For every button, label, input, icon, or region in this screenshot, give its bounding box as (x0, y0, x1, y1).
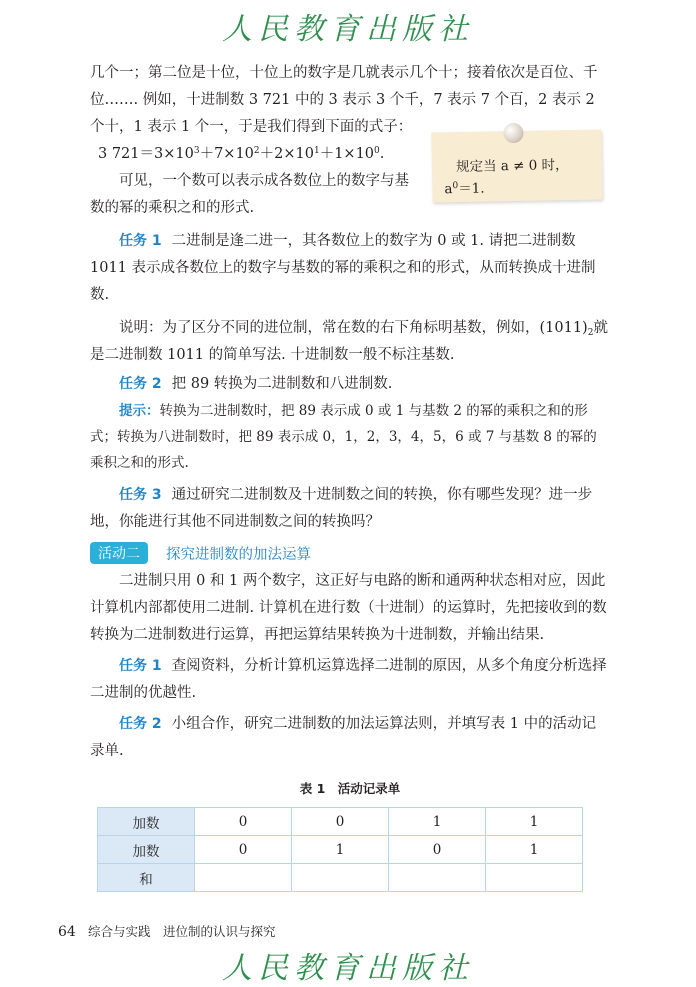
table-cell: 0 (389, 836, 486, 864)
activity-record-table (97, 807, 583, 892)
table-row-header: 加数 (98, 808, 195, 836)
page-footer (58, 922, 275, 940)
table-row (98, 808, 583, 836)
task1-paragraph: 任务 1 二进制是逢二进一，其各数位上的数字为 0 或 1. 请把二进制数 1011 表示成各数位上的数字与基数的幂的乘积之和的形式，从而转换成十进制数. (90, 233, 596, 303)
explanation-paragraph: 说明：为了区分不同的进位制，常在数的右下角标明基数，例如，$(1011)_2$就是二进制数 1011 的简单写法. 十进制数一般不标注基数. (90, 320, 608, 363)
intro-paragraph: 几个一；第二位是十位，十位上的数字是几就表示几个十；接着依次是百位、千位……. 例如，十进制数 3 721 中的 3 表示 3 个千，7 表示 7 个百，2 表示 2 个十，1 表示 1 个一，于是我们得到下面的式子： (90, 65, 598, 135)
activity2-task1-label: 任务 1 (119, 658, 162, 674)
table-cell (292, 864, 389, 892)
activity2-task2-label: 任务 2 (119, 716, 162, 732)
conclusion-paragraph: 可见，一个数可以表示成各数位上的数字与基数的幂的乘积之和的形式. (90, 173, 409, 216)
table-cell: 0 (195, 808, 292, 836)
activity2-task2-paragraph: 任务 2 小组合作，研究二进制数的加法运算法则，并填写表 1 中的活动记录单. (90, 716, 597, 759)
table-cell (195, 864, 292, 892)
table-row (98, 836, 583, 864)
table-row-header: 加数 (98, 836, 195, 864)
hint-label: 提示： (119, 403, 160, 419)
page-content (90, 60, 610, 892)
task1-label: 任务 1 (119, 233, 162, 249)
table-cell (486, 864, 583, 892)
activity2-task1-paragraph: 任务 1 查阅资料，分析计算机运算选择二进制的原因，从多个角度分析选择二进制的优越性. (90, 658, 607, 701)
activity-two-heading (90, 542, 610, 564)
table-cell: 0 (195, 836, 292, 864)
task2-label: 任务 2 (119, 376, 162, 392)
table-row-header: 和 (98, 864, 195, 892)
table-cell: 1 (486, 836, 583, 864)
task2-paragraph: 任务 2 把 89 转换为二进制数和八进制数. (119, 376, 393, 392)
publisher-watermark-top: 人民教育出版社 (222, 12, 474, 47)
table-caption: 表 1 活动记录单 (299, 781, 401, 796)
note-line-1: 规定当 a ≠ 0 时， (455, 157, 569, 176)
table-cell (389, 864, 486, 892)
note-line-2: $a^0=1$. (444, 180, 485, 198)
task3-paragraph: 任务 3 通过研究二进制数及十进制数之间的转换，你有哪些发现？进一步地，你能进行其他不同进制数之间的转换吗？ (90, 487, 593, 530)
publisher-watermark-bottom: 人民教育出版社 (222, 951, 474, 986)
activity-title: 探究进制数的加法运算 (166, 546, 311, 563)
page-number: 64 (58, 924, 76, 940)
expansion-formula: 3 $721=3\times 10^3+7\times 10^2+2\times 10^1+1\times 10^0$. (98, 146, 385, 162)
table-cell: 1 (292, 836, 389, 864)
table-cell: 1 (389, 808, 486, 836)
table-cell: 0 (292, 808, 389, 836)
table-cell: 1 (486, 808, 583, 836)
table-row (98, 864, 583, 892)
footer-section-title: 综合与实践 进位制的认识与探究 (87, 924, 276, 939)
binary-paragraph: 二进制只用 0 和 1 两个数字，这正好与电路的断和通两种状态相对应，因此计算机内部都使用二进制. 计算机在进行数（十进制）的运算时，先把接收到的数转换为二进制数进行运算，再把运算结果转换为十进制数，并输出结果. (90, 573, 607, 643)
activity-badge: 活动二 (90, 542, 148, 564)
hint-paragraph: 提示：转换为二进制数时，把 89 表示成 0 或 1 与基数 2 的幂的乘积之和的形式；转换为八进制数时，把 89 表示成 0，1，2，3，4，5，6 或 7 与基数 8 的幂的乘积之和的形式. (90, 403, 597, 471)
task3-label: 任务 3 (119, 487, 162, 503)
